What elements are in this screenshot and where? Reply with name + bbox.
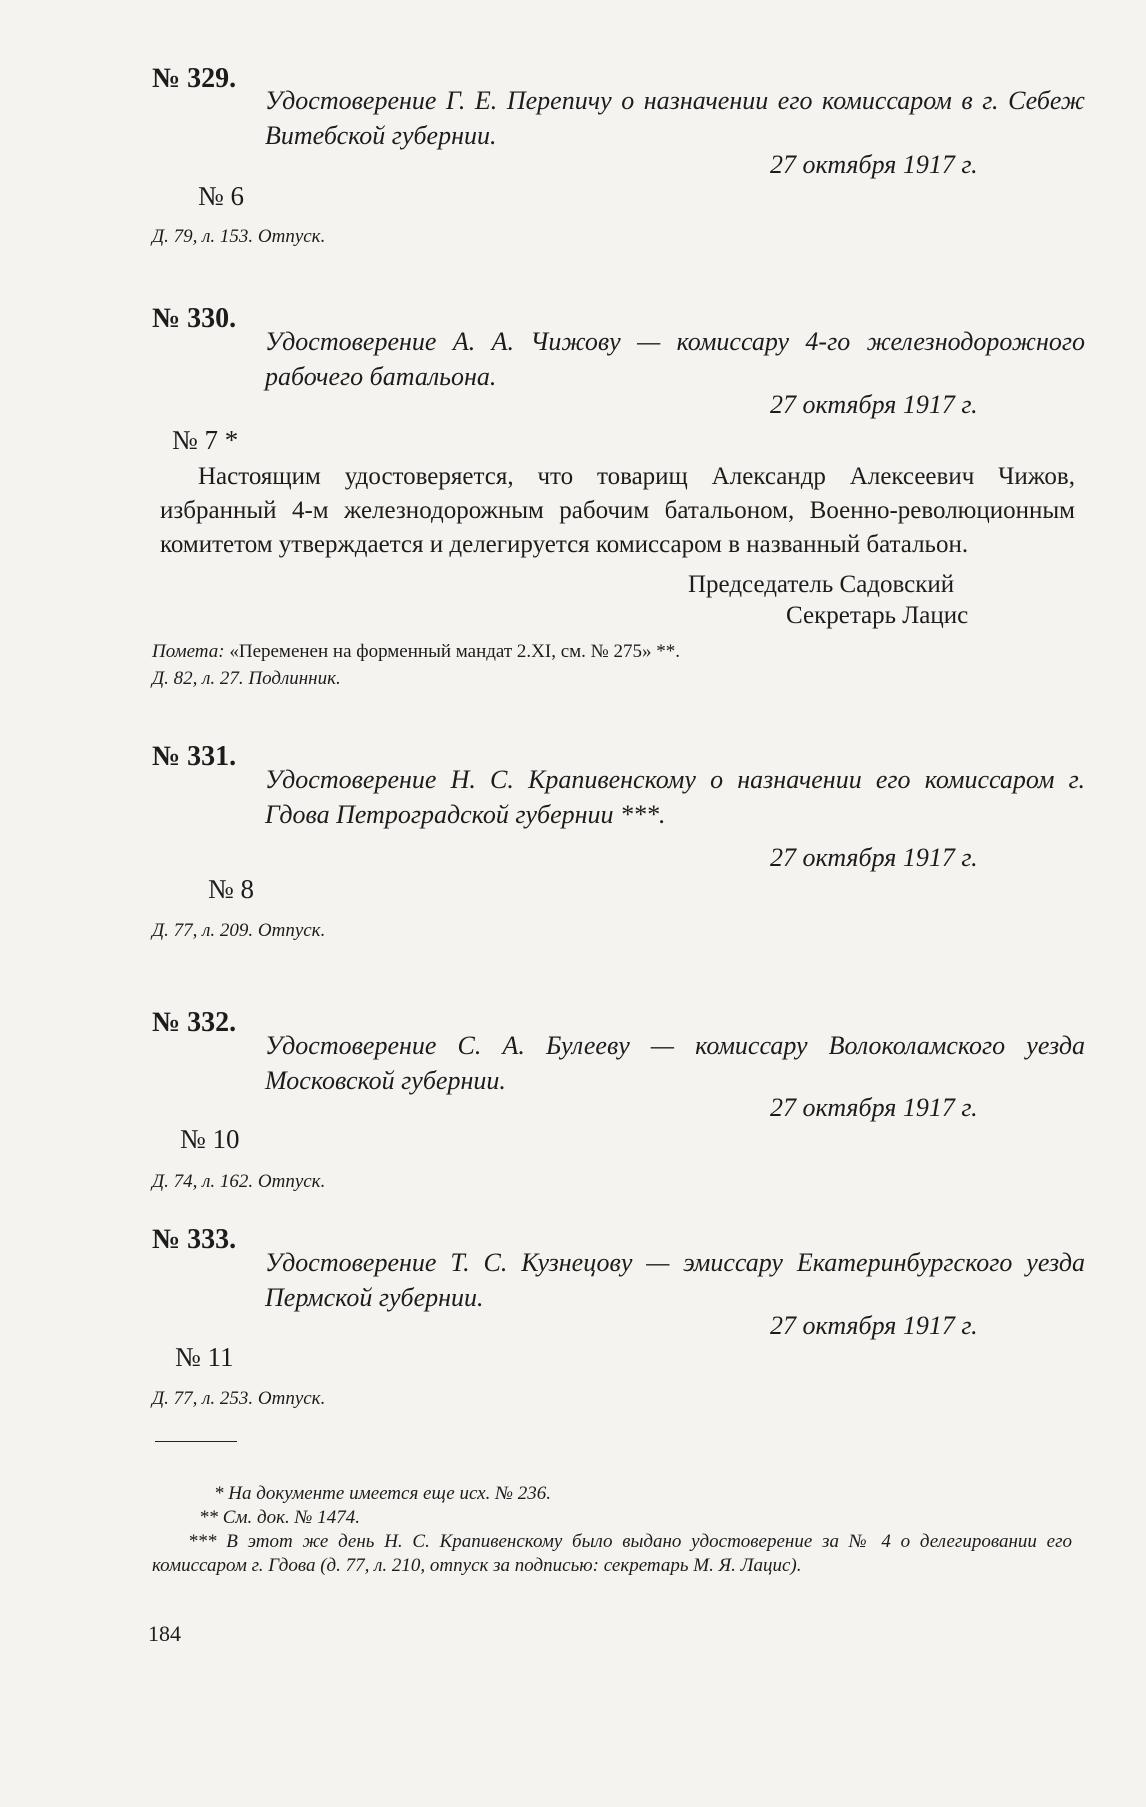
entry-330-note-label: Помета:	[152, 641, 225, 662]
entry-330-docno: № 330.	[152, 303, 237, 334]
entry-332-date: 27 октября 1917 г.	[770, 1093, 978, 1122]
footnote-1: * На документе имеется еще исх. № 236.	[214, 1483, 552, 1504]
entry-331-docno: № 331.	[152, 741, 237, 772]
entry-330-number: № 7 *	[172, 425, 239, 455]
entry-330-signature-secretary: Секретарь Лацис	[786, 602, 969, 629]
entry-329-date: 27 октября 1917 г.	[770, 150, 978, 179]
footnote-rule	[155, 1441, 237, 1442]
entry-330-title: Удостоверение А. А. Чижову — комиссару 4-го железнодорожного рабочего батальона.	[265, 327, 1085, 391]
entry-329-title: Удостоверение Г. Е. Перепичу о назначении его комиссаром в г. Себеж Витебской губернии.	[265, 86, 1085, 150]
entry-330-note-text: «Переменен на форменный мандат 2.XI, см. № 275» **.	[229, 641, 681, 662]
entry-332-docno: № 332.	[152, 1007, 237, 1038]
entry-333-docno: № 333.	[152, 1224, 237, 1255]
entry-332-title: Удостоверение С. А. Булееву — комиссару Волоколамского уезда Московской губернии.	[265, 1031, 1085, 1095]
page-number: 184	[148, 1621, 181, 1646]
entry-330-body: Настоящим удостоверяется, что товарищ Александр Алексеевич Чижов, избранный 4-м железнодорожным рабочим батальоном, Военно-революционным комитетом утверждается и делегируется комиссаром в названный батальон.	[160, 463, 1075, 558]
entry-329-number: № 6	[198, 181, 245, 211]
entry-330-note	[152, 641, 680, 663]
entry-329-source: Д. 79, л. 153. Отпуск.	[152, 226, 326, 247]
entry-331-date: 27 октября 1917 г.	[770, 843, 978, 872]
footnote-2: ** См. док. № 1474.	[199, 1507, 360, 1528]
entry-330-signature-chair: Председатель Садовский	[688, 571, 955, 598]
entry-332-source: Д. 74, л. 162. Отпуск.	[152, 1171, 326, 1192]
entry-331-source: Д. 77, л. 209. Отпуск.	[152, 920, 326, 941]
entry-332-number: № 10	[180, 1124, 240, 1154]
entry-333-title: Удостоверение Т. С. Кузнецову — эмиссару Екатеринбургского уезда Пермской губернии.	[265, 1248, 1085, 1312]
entry-333-date: 27 октября 1917 г.	[770, 1311, 978, 1340]
footnote-3: *** В этот же день Н. С. Крапивенскому было выдано удостоверение за № 4 о делегировании его комиссаром г. Гдова (д. 77, л. 210, отпуск за подписью: секретарь М. Я. Лацис).	[152, 1531, 1072, 1576]
entry-330-date: 27 октября 1917 г.	[770, 390, 978, 419]
entry-330-source: Д. 82, л. 27. Подлинник.	[152, 668, 341, 689]
entry-331-number: № 8	[208, 874, 255, 904]
entry-333-source: Д. 77, л. 253. Отпуск.	[152, 1388, 326, 1409]
entry-333-number: № 11	[175, 1342, 234, 1372]
entry-331-title: Удостоверение Н. С. Крапивенскому о назначении его комиссаром г. Гдова Петроградской губернии ***.	[265, 765, 1085, 829]
entry-329-docno: № 329.	[152, 63, 237, 94]
